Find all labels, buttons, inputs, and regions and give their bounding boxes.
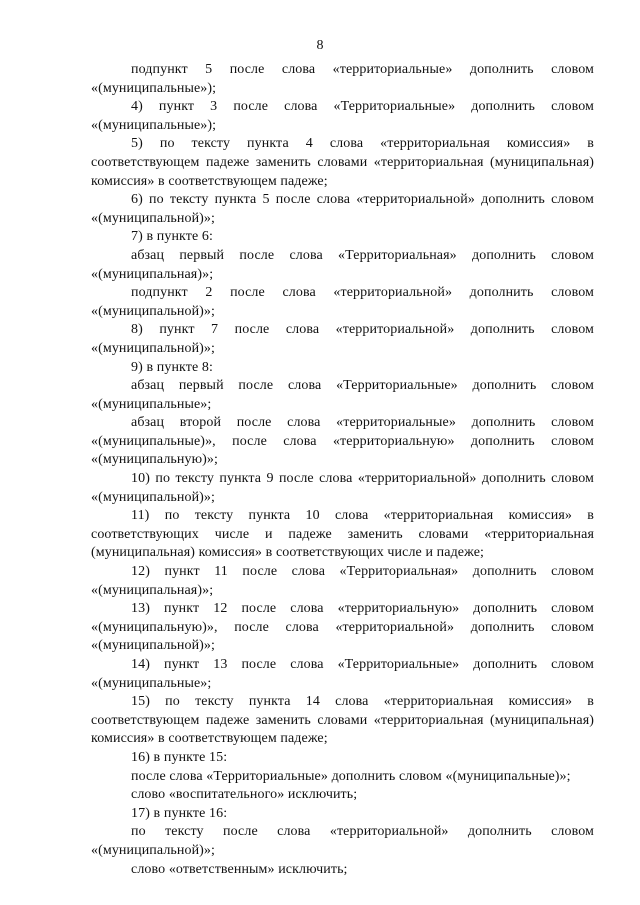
paragraph-9-abzac-2: абзац второй после слова «территориальные» дополнить словом «(муниципальные)», после слова «территориальную» дополнить словом «(муниципальную)»; [91,415,594,468]
paragraph-16: 16) в пункте 15: [131,749,228,765]
paragraph-12: 12) пункт 11 после слова «Территориальная» дополнить словом «(муниципальная)»; [91,564,594,598]
paragraph-9: 9) в пункте 8: [131,359,213,375]
paragraph-17-abzac-1: по тексту после слова «территориальной» дополнить словом «(муниципальной)»; [91,824,594,858]
paragraph-17: 17) в пункте 16: [131,805,228,821]
paragraph-16-abzac-1: после слова «Территориальные» дополнить словом «(муниципальные)»; [131,768,571,784]
paragraph-5: 5) по тексту пункта 4 слова «территориальная комиссия» в соответствующем падеже заменить словами «территориальная (муниципальная) комиссия» в соответствующем падеже; [91,136,594,189]
paragraph-7: 7) в пункте 6: [131,229,213,245]
paragraph-8: 8) пункт 7 после слова «территориальной» дополнить словом «(муниципальной)»; [91,322,594,356]
paragraph-7-abzac-1: абзац первый после слова «Территориальная» дополнить словом «(муниципальная)»; [91,247,594,282]
page-number: 8 [316,38,324,53]
document-body [91,61,594,879]
paragraph-16-abzac-2: слово «воспитательного» исключить; [131,787,358,803]
paragraph-subitem-5: подпункт 5 после слова «территориальные» дополнить словом «(муниципальные»); [91,62,594,96]
paragraph-15: 15) по тексту пункта 14 слова «территориальная комиссия» в соответствующем падеже заменить словами «территориальная (муниципальная) комиссия» в соответствующем падеже; [91,694,594,747]
paragraph-14: 14) пункт 13 после слова «Территориальные» дополнить словом «(муниципальные»; [91,657,594,691]
paragraph-9-abzac-1: абзац первый после слова «Территориальные» дополнить словом «(муниципальные»; [91,378,594,412]
paragraph-11: 11) по тексту пункта 10 слова «территориальная комиссия» в соответствующих числе и падеже заменить словами «территориальная (муниципальная) комиссия» в соответствующих числе и падеже; [91,508,594,561]
paragraph-6: 6) по тексту пункта 5 после слова «территориальной» дополнить словом «(муниципальной)»; [91,192,594,226]
paragraph-10: 10) по тексту пункта 9 после слова «территориальной» дополнить словом «(муниципальной)»; [91,471,594,505]
paragraph-7-subitem-2: подпункт 2 после слова «территориальной» дополнить словом «(муниципальной)»; [91,285,594,319]
paragraph-4: 4) пункт 3 после слова «Территориальные» дополнить словом «(муниципальные»); [91,99,594,133]
paragraph-17-abzac-2: слово «ответственным» исключить; [131,861,348,877]
paragraph-13: 13) пункт 12 после слова «территориальную» дополнить словом «(муниципальную)», после слова «территориальной» дополнить словом «(муниципальной)»; [91,601,594,654]
